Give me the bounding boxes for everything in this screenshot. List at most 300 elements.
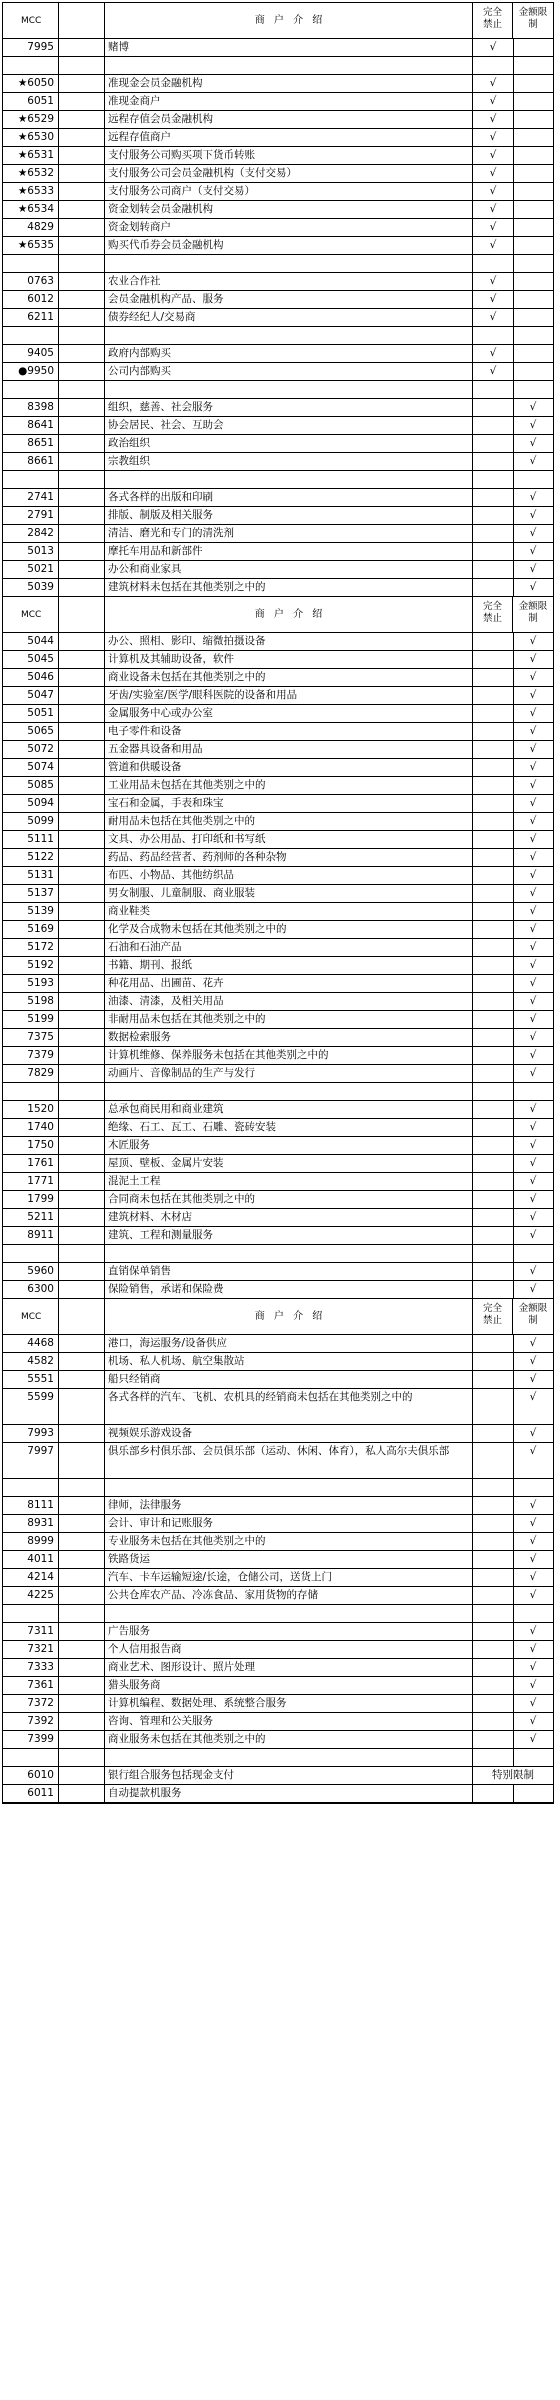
blank-row <box>3 255 553 273</box>
table-row <box>3 1263 553 1281</box>
mcc-cell: ★6050 <box>3 75 59 92</box>
desc-cell: 准现金会员金融机构 <box>104 75 473 92</box>
desc-cell: 资金划转商户 <box>104 219 473 236</box>
mcc-cell: 7997 <box>3 1443 59 1478</box>
lim-cell: √ <box>529 707 537 719</box>
lim-cell <box>513 219 553 236</box>
ban-cell <box>473 417 514 434</box>
table-row <box>3 1731 553 1749</box>
mcc-cell: 5172 <box>3 939 59 956</box>
desc-cell: 支付服务公司购买项下货币转账 <box>104 147 473 164</box>
ban-cell <box>473 1695 514 1712</box>
mcc-cell: 5047 <box>3 687 59 704</box>
mcc-cell: 5039 <box>3 579 59 596</box>
lim-cell: √ <box>529 1013 537 1025</box>
table-row <box>3 1695 553 1713</box>
ban-cell <box>473 1227 514 1244</box>
desc-cell: 远程存值会员金融机构 <box>104 111 473 128</box>
lim-cell <box>513 39 553 56</box>
table-header-row <box>3 597 553 633</box>
desc-cell: 计算机及其辅助设备，软件 <box>104 651 473 668</box>
mcc-cell: 1740 <box>3 1119 59 1136</box>
mcc-cell: 7311 <box>3 1623 59 1640</box>
ban-cell <box>473 1335 514 1352</box>
ban-cell <box>473 813 514 830</box>
lim-cell: √ <box>529 725 537 737</box>
gap-cell <box>59 813 105 830</box>
mcc-cell: 5960 <box>3 1263 59 1280</box>
lim-cell <box>513 201 553 218</box>
mcc-cell: 5551 <box>3 1371 59 1388</box>
gap-cell <box>59 93 105 110</box>
ban-cell <box>473 561 514 578</box>
desc-cell: 自动提款机服务 <box>104 1785 473 1802</box>
gap-cell <box>59 687 105 704</box>
ban-cell <box>473 1155 514 1172</box>
mcc-cell: 5169 <box>3 921 59 938</box>
desc-cell: 电子零件和设备 <box>104 723 473 740</box>
special-limit-cell: 特别限制 <box>492 1769 534 1781</box>
ban-cell <box>473 507 514 524</box>
gap-cell <box>59 309 105 326</box>
lim-cell <box>513 147 553 164</box>
mcc-cell: 8641 <box>3 417 59 434</box>
desc-cell: 木匠服务 <box>104 1137 473 1154</box>
ban-cell <box>473 1713 514 1730</box>
ban-cell <box>473 975 514 992</box>
desc-cell: 各式各样的出版和印刷 <box>104 489 473 506</box>
desc-cell: 俱乐部乡村俱乐部、会员俱乐部（运动、休闲、体育），私人高尔夫俱乐部 <box>104 1443 473 1478</box>
header-gap <box>59 3 105 38</box>
mcc-cell: 5046 <box>3 669 59 686</box>
gap-cell <box>59 543 105 560</box>
gap-cell <box>59 345 105 362</box>
lim-cell: √ <box>529 1175 537 1187</box>
mcc-cell: ★6531 <box>3 147 59 164</box>
ban-cell <box>473 1731 514 1748</box>
table-row <box>3 183 553 201</box>
mcc-cell: 9405 <box>3 345 59 362</box>
desc-cell: 商业设备未包括在其他类别之中的 <box>104 669 473 686</box>
gap-cell <box>59 327 105 344</box>
ban-cell <box>473 1173 514 1190</box>
table-row <box>3 399 553 417</box>
table-row <box>3 903 553 921</box>
desc-cell: 耐用品未包括在其他类别之中的 <box>104 813 473 830</box>
table-row <box>3 1173 553 1191</box>
gap-cell <box>59 1137 105 1154</box>
lim-cell: √ <box>529 1679 537 1691</box>
desc-cell <box>104 1083 473 1100</box>
mcc-cell: 1520 <box>3 1101 59 1118</box>
lim-cell: √ <box>529 941 537 953</box>
gap-cell <box>59 1083 105 1100</box>
ban-cell <box>473 1263 514 1280</box>
mcc-cell: 7993 <box>3 1425 59 1442</box>
gap-cell <box>59 399 105 416</box>
mcc-cell <box>3 471 59 488</box>
mcc-cell: ★6530 <box>3 129 59 146</box>
blank-row <box>3 1749 553 1767</box>
desc-cell: 公司内部购买 <box>104 363 473 380</box>
lim-cell: √ <box>529 1499 537 1511</box>
table-row <box>3 1101 553 1119</box>
lim-cell: √ <box>529 635 537 647</box>
lim-cell: √ <box>529 545 537 557</box>
ban-cell <box>473 1101 514 1118</box>
ban-cell <box>473 255 514 272</box>
mcc-cell: 6211 <box>3 309 59 326</box>
desc-cell: 直销保单销售 <box>104 1263 473 1280</box>
lim-cell: √ <box>529 1103 537 1115</box>
blank-row <box>3 381 553 399</box>
table-row <box>3 219 553 237</box>
gap-cell <box>59 489 105 506</box>
mcc-cell: 1771 <box>3 1173 59 1190</box>
gap-cell <box>59 201 105 218</box>
mcc-cell: ★6532 <box>3 165 59 182</box>
desc-cell: 石油和石油产品 <box>104 939 473 956</box>
mcc-cell: 7333 <box>3 1659 59 1676</box>
lim-cell: √ <box>529 905 537 917</box>
ban-cell: √ <box>473 237 514 254</box>
gap-cell <box>59 1047 105 1064</box>
lim-cell: √ <box>529 509 537 521</box>
ban-cell: √ <box>473 309 514 326</box>
ban-cell: √ <box>473 219 514 236</box>
desc-cell: 总承包商民用和商业建筑 <box>104 1101 473 1118</box>
mcc-table <box>2 2 554 1804</box>
table-row <box>3 93 553 111</box>
gap-cell <box>59 1659 105 1676</box>
mcc-cell: 0763 <box>3 273 59 290</box>
table-row <box>3 147 553 165</box>
lim-cell: √ <box>529 1445 537 1457</box>
gap-cell <box>59 381 105 398</box>
desc-cell: 工业用品未包括在其他类别之中的 <box>104 777 473 794</box>
desc-cell: 合同商未包括在其他类别之中的 <box>104 1191 473 1208</box>
lim-cell: √ <box>529 959 537 971</box>
desc-cell: 数据检索服务 <box>104 1029 473 1046</box>
lim-cell: √ <box>529 851 537 863</box>
table-row <box>3 1191 553 1209</box>
desc-cell: 药品、药品经营者、药剂师的各种杂物 <box>104 849 473 866</box>
ban-cell: √ <box>473 273 514 290</box>
desc-cell: 船只经销商 <box>104 1371 473 1388</box>
ban-cell <box>473 777 514 794</box>
lim-cell: √ <box>529 869 537 881</box>
mcc-cell: 4468 <box>3 1335 59 1352</box>
ban-cell <box>473 1425 514 1442</box>
mcc-cell: 5599 <box>3 1389 59 1424</box>
gap-cell <box>59 273 105 290</box>
gap-cell <box>59 453 105 470</box>
lim-cell: √ <box>529 743 537 755</box>
desc-cell: 商业艺术、图形设计、照片处理 <box>104 1659 473 1676</box>
mcc-cell: 7995 <box>3 39 59 56</box>
ban-cell <box>473 1605 514 1622</box>
gap-cell <box>59 705 105 722</box>
ban-cell <box>473 1389 514 1424</box>
table-row <box>3 1281 553 1299</box>
table-row <box>3 237 553 255</box>
ban-cell <box>473 453 514 470</box>
ban-cell <box>473 1137 514 1154</box>
gap-cell <box>59 777 105 794</box>
mcc-cell: 5094 <box>3 795 59 812</box>
ban-cell <box>473 633 514 650</box>
mcc-cell: ★6533 <box>3 183 59 200</box>
ban-cell <box>473 903 514 920</box>
lim-cell: √ <box>529 1031 537 1043</box>
gap-cell <box>59 1101 105 1118</box>
gap-cell <box>59 795 105 812</box>
lim-cell: √ <box>529 1535 537 1547</box>
lim-cell <box>513 1479 553 1496</box>
ban-cell <box>473 399 514 416</box>
lim-cell: √ <box>529 833 537 845</box>
mcc-cell: 5131 <box>3 867 59 884</box>
mcc-cell: 5122 <box>3 849 59 866</box>
desc-cell: 支付服务公司会员金融机构（支付交易） <box>104 165 473 182</box>
desc-cell: 种花用品、出圃苗、花卉 <box>104 975 473 992</box>
lim-cell: √ <box>529 1193 537 1205</box>
desc-cell: 汽车、卡车运输短途/长途，仓储公司，送货上门 <box>104 1569 473 1586</box>
table-row <box>3 111 553 129</box>
mcc-cell: 5099 <box>3 813 59 830</box>
mcc-cell: 8661 <box>3 453 59 470</box>
ban-cell <box>473 669 514 686</box>
gap-cell <box>59 1533 105 1550</box>
lim-cell <box>513 165 553 182</box>
ban-cell <box>473 1587 514 1604</box>
lim-cell: √ <box>529 995 537 1007</box>
lim-cell <box>513 1605 553 1622</box>
lim-cell <box>513 237 553 254</box>
header-lim: 金额限 制 <box>518 7 548 30</box>
desc-cell: 计算机维修、保养服务未包括在其他类别之中的 <box>104 1047 473 1064</box>
lim-cell: √ <box>529 887 537 899</box>
lim-cell: √ <box>529 761 537 773</box>
gap-cell <box>59 921 105 938</box>
table-row <box>3 489 553 507</box>
lim-cell: √ <box>529 491 537 503</box>
table-row <box>3 1677 553 1695</box>
lim-cell: √ <box>529 1373 537 1385</box>
table-row <box>3 1371 553 1389</box>
lim-cell <box>513 111 553 128</box>
table-row <box>3 885 553 903</box>
desc-cell: 组织，慈善、社会服务 <box>104 399 473 416</box>
table-row <box>3 417 553 435</box>
table-row <box>3 777 553 795</box>
lim-cell <box>513 309 553 326</box>
lim-cell: √ <box>529 671 537 683</box>
gap-cell <box>59 1677 105 1694</box>
mcc-cell: 5199 <box>3 1011 59 1028</box>
mcc-cell: 5085 <box>3 777 59 794</box>
desc-cell: 书籍、期刊、报纸 <box>104 957 473 974</box>
desc-cell: 建筑材料未包括在其他类别之中的 <box>104 579 473 596</box>
ban-cell <box>473 939 514 956</box>
mcc-cell: 8999 <box>3 1533 59 1550</box>
blank-row <box>3 57 553 75</box>
ban-cell: √ <box>473 363 514 380</box>
mcc-cell <box>3 327 59 344</box>
desc-cell: 银行组合服务包括现金支付 <box>104 1767 473 1784</box>
gap-cell <box>59 1497 105 1514</box>
table-row <box>3 525 553 543</box>
ban-cell <box>473 1785 514 1802</box>
desc-cell <box>104 327 473 344</box>
desc-cell: 布匹、小物品、其他纺织品 <box>104 867 473 884</box>
gap-cell <box>59 363 105 380</box>
ban-cell <box>473 1119 514 1136</box>
lim-cell: √ <box>529 1427 537 1439</box>
desc-cell: 非耐用品未包括在其他类别之中的 <box>104 1011 473 1028</box>
blank-row <box>3 1605 553 1623</box>
ban-cell <box>473 921 514 938</box>
lim-cell: √ <box>529 1589 537 1601</box>
gap-cell <box>59 525 105 542</box>
desc-cell: 男女制服、儿童制服、商业服装 <box>104 885 473 902</box>
ban-cell <box>473 327 514 344</box>
lim-cell: √ <box>529 815 537 827</box>
ban-cell <box>473 1515 514 1532</box>
lim-cell <box>513 327 553 344</box>
gap-cell <box>59 471 105 488</box>
lim-cell: √ <box>529 1625 537 1637</box>
mcc-cell: 6051 <box>3 93 59 110</box>
table-row <box>3 1227 553 1245</box>
desc-cell <box>104 1479 473 1496</box>
gap-cell <box>59 183 105 200</box>
desc-cell: 会计、审计和记账服务 <box>104 1515 473 1532</box>
ban-cell <box>473 1083 514 1100</box>
table-row <box>3 1011 553 1029</box>
ban-cell <box>473 759 514 776</box>
lim-cell: √ <box>529 1067 537 1079</box>
ban-cell: √ <box>473 75 514 92</box>
desc-cell: 会员金融机构产品、服务 <box>104 291 473 308</box>
desc-cell: 律师，法律服务 <box>104 1497 473 1514</box>
mcc-cell <box>3 1479 59 1496</box>
mcc-cell: ★6535 <box>3 237 59 254</box>
gap-cell <box>59 1155 105 1172</box>
mcc-cell: 5137 <box>3 885 59 902</box>
ban-cell <box>473 1749 514 1766</box>
mcc-cell: 2741 <box>3 489 59 506</box>
ban-cell <box>473 1245 514 1262</box>
table-row <box>3 1533 553 1551</box>
gap-cell <box>59 651 105 668</box>
lim-cell <box>513 1083 553 1100</box>
gap-cell <box>59 831 105 848</box>
gap-cell <box>59 255 105 272</box>
mcc-cell: 6010 <box>3 1767 59 1784</box>
desc-cell: 公共仓库农产品、冷冻食品、家用货物的存储 <box>104 1587 473 1604</box>
header-ban: 完全 禁止 <box>473 597 513 632</box>
mcc-cell: 7829 <box>3 1065 59 1082</box>
ban-cell <box>473 525 514 542</box>
mcc-cell <box>3 1245 59 1262</box>
mcc-cell: 4225 <box>3 1587 59 1604</box>
gap-cell <box>59 1623 105 1640</box>
desc-cell: 协会居民、社会、互助会 <box>104 417 473 434</box>
mcc-cell: 8931 <box>3 1515 59 1532</box>
gap-cell <box>59 111 105 128</box>
gap-cell <box>59 147 105 164</box>
lim-cell: √ <box>529 653 537 665</box>
table-row <box>3 363 553 381</box>
mcc-cell: 6011 <box>3 1785 59 1802</box>
ban-cell <box>473 705 514 722</box>
gap-cell <box>59 1119 105 1136</box>
lim-cell <box>513 183 553 200</box>
desc-cell: 咨询、管理和公关服务 <box>104 1713 473 1730</box>
table-row <box>3 561 553 579</box>
desc-cell <box>104 1605 473 1622</box>
table-row <box>3 507 553 525</box>
desc-cell: 政治组织 <box>104 435 473 452</box>
desc-cell: 建筑、工程和测量服务 <box>104 1227 473 1244</box>
mcc-cell: 2842 <box>3 525 59 542</box>
lim-cell <box>513 129 553 146</box>
desc-cell: 购买代币券会员金融机构 <box>104 237 473 254</box>
desc-cell <box>104 381 473 398</box>
ban-cell <box>473 651 514 668</box>
table-row <box>3 1641 553 1659</box>
gap-cell <box>59 939 105 956</box>
table-row <box>3 1785 553 1803</box>
lim-cell: √ <box>529 779 537 791</box>
mcc-cell: 1761 <box>3 1155 59 1172</box>
table-row <box>3 1497 553 1515</box>
desc-cell: 五金器具设备和用品 <box>104 741 473 758</box>
lim-cell: √ <box>529 1265 537 1277</box>
lim-cell: √ <box>529 581 537 593</box>
gap-cell <box>59 1389 105 1424</box>
desc-cell <box>104 255 473 272</box>
gap-cell <box>59 1767 105 1784</box>
desc-cell: 铁路货运 <box>104 1551 473 1568</box>
header-lim: 金额限 制 <box>518 601 548 624</box>
table-row <box>3 1443 553 1479</box>
gap-cell <box>59 1587 105 1604</box>
desc-cell: 文具、办公用品、打印纸和书写纸 <box>104 831 473 848</box>
table-row <box>3 1425 553 1443</box>
header-desc: 商 户 介 绍 <box>104 597 473 632</box>
header-mcc: MCC <box>3 597 59 632</box>
header-lim: 金额限 制 <box>518 1303 548 1326</box>
gap-cell <box>59 723 105 740</box>
desc-cell: 专业服务未包括在其他类别之中的 <box>104 1533 473 1550</box>
ban-cell <box>473 1569 514 1586</box>
gap-cell <box>59 885 105 902</box>
ban-cell <box>473 1029 514 1046</box>
table-row <box>3 543 553 561</box>
gap-cell <box>59 849 105 866</box>
table-row <box>3 1569 553 1587</box>
table-header-row <box>3 1299 553 1335</box>
gap-cell <box>59 1191 105 1208</box>
gap-cell <box>59 1245 105 1262</box>
mcc-cell <box>3 1605 59 1622</box>
table-row <box>3 435 553 453</box>
gap-cell <box>59 435 105 452</box>
ban-cell <box>473 885 514 902</box>
ban-cell <box>473 1011 514 1028</box>
